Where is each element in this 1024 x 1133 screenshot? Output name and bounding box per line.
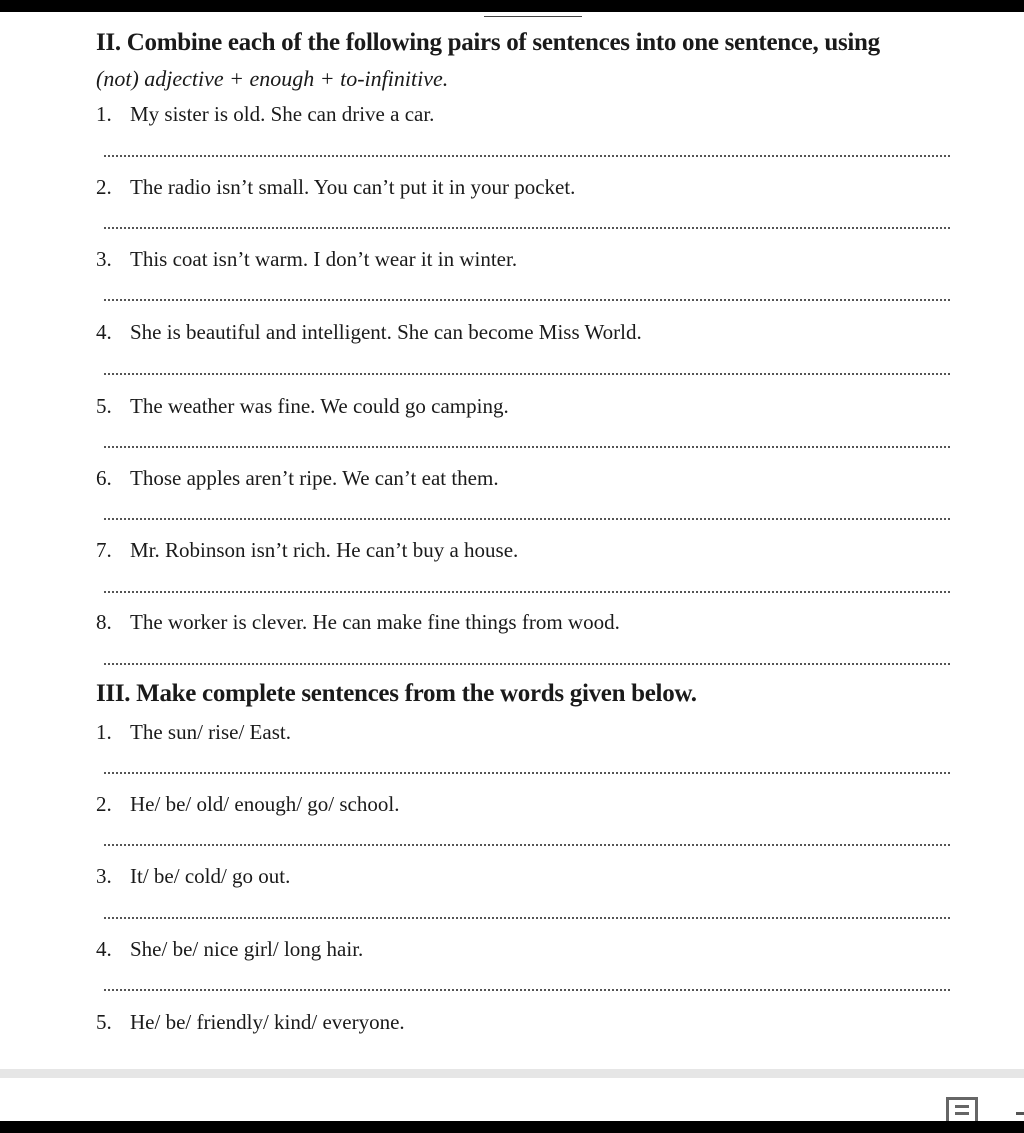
section-2-subheading: (not) adjective + enough + to-infinitive. bbox=[96, 66, 449, 91]
answer-line[interactable] bbox=[104, 989, 950, 991]
answer-line[interactable] bbox=[104, 663, 950, 665]
answer-line[interactable] bbox=[104, 772, 950, 774]
exercise-item bbox=[96, 864, 290, 889]
item-text: This coat isn’t warm. I don’t wear it in winter. bbox=[130, 247, 518, 271]
section-2-heading: II. Combine each of the following pairs of sentences into one sentence, using bbox=[96, 29, 880, 56]
worksheet-page bbox=[0, 12, 1024, 1069]
exercise-item bbox=[96, 247, 517, 272]
top-rule bbox=[484, 16, 582, 17]
item-text: The worker is clever. He can make fine things from wood. bbox=[130, 610, 620, 634]
item-text: The weather was fine. We could go camping. bbox=[130, 394, 509, 418]
item-text: The sun/ rise/ East. bbox=[130, 720, 291, 744]
item-number: 1. bbox=[96, 102, 112, 126]
exercise-item bbox=[96, 1010, 405, 1035]
item-text: She is beautiful and intelligent. She can become Miss World. bbox=[130, 320, 642, 344]
item-number: 1. bbox=[96, 720, 112, 744]
exercise-item bbox=[96, 175, 575, 200]
answer-line[interactable] bbox=[104, 518, 950, 520]
exercise-item bbox=[96, 792, 399, 817]
viewer-bottom-bar bbox=[0, 1069, 1024, 1121]
answer-line[interactable] bbox=[104, 227, 950, 229]
section-3-heading: III. Make complete sentences from the words given below. bbox=[96, 680, 697, 707]
exercise-item bbox=[96, 720, 291, 745]
item-number: 3. bbox=[96, 247, 112, 271]
item-text: My sister is old. She can drive a car. bbox=[130, 102, 435, 126]
exercise-item bbox=[96, 538, 518, 563]
exercise-item bbox=[96, 394, 509, 419]
item-text: Those apples aren’t ripe. We can’t eat them. bbox=[130, 466, 499, 490]
exercise-item bbox=[96, 610, 620, 635]
item-text: He/ be/ old/ enough/ go/ school. bbox=[130, 792, 400, 816]
corner-mark bbox=[1016, 1112, 1024, 1115]
item-number: 5. bbox=[96, 394, 112, 418]
exercise-item bbox=[96, 937, 363, 962]
exercise-item bbox=[96, 320, 642, 345]
answer-line[interactable] bbox=[104, 446, 950, 448]
item-number: 4. bbox=[96, 937, 112, 961]
item-number: 3. bbox=[96, 864, 112, 888]
answer-line[interactable] bbox=[104, 299, 950, 301]
item-number: 6. bbox=[96, 466, 112, 490]
item-number: 5. bbox=[96, 1010, 112, 1034]
item-number: 8. bbox=[96, 610, 112, 634]
item-text: Mr. Robinson isn’t rich. He can’t buy a house. bbox=[130, 538, 519, 562]
item-text: She/ be/ nice girl/ long hair. bbox=[130, 937, 364, 961]
item-text: It/ be/ cold/ go out. bbox=[130, 864, 291, 888]
item-text: He/ be/ friendly/ kind/ everyone. bbox=[130, 1010, 405, 1034]
answer-line[interactable] bbox=[104, 591, 950, 593]
document-list-icon[interactable] bbox=[946, 1097, 978, 1121]
item-number: 2. bbox=[96, 175, 112, 199]
answer-line[interactable] bbox=[104, 155, 950, 157]
answer-line[interactable] bbox=[104, 844, 950, 846]
item-number: 4. bbox=[96, 320, 112, 344]
item-number: 2. bbox=[96, 792, 112, 816]
exercise-item bbox=[96, 466, 499, 491]
answer-line[interactable] bbox=[104, 373, 950, 375]
item-text: The radio isn’t small. You can’t put it in your pocket. bbox=[130, 175, 576, 199]
answer-line[interactable] bbox=[104, 917, 950, 919]
item-number: 7. bbox=[96, 538, 112, 562]
exercise-item bbox=[96, 102, 434, 127]
